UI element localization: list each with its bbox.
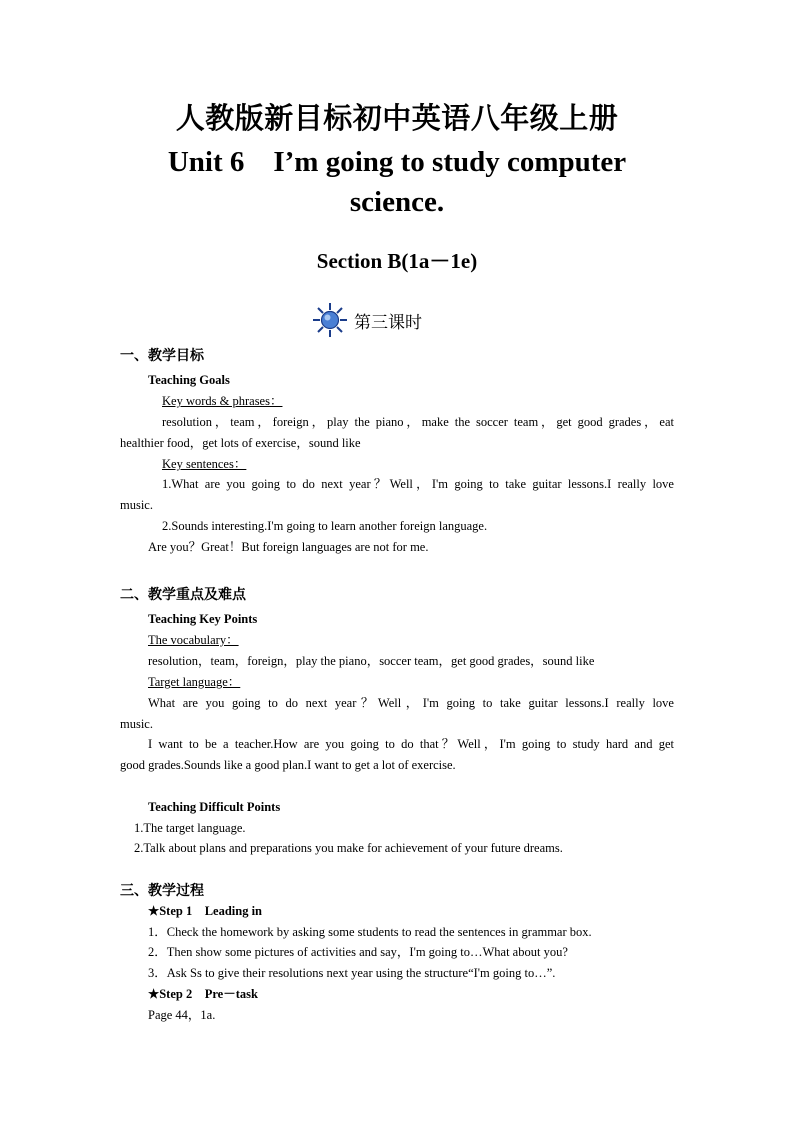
step-1-item-1: 1．Check the homework by asking some students to read the sentences in grammar box. <box>148 925 592 939</box>
target-language-2-line-1: I want to be a teacher.How are you going to do that？Well，I'm going to study hard and get <box>148 737 674 751</box>
step-1-item-3: 3．Ask Ss to give their resolutions next year using the structure“I'm going to…”. <box>148 966 556 980</box>
target-language-label: Target language： <box>148 675 241 689</box>
vocabulary-list: resolution，team，foreign，play the piano，soccer team，get good grades，sound like <box>148 654 595 668</box>
key-sentence-1-line-2: music. <box>120 498 153 512</box>
lesson-label: 第三课时 <box>354 312 422 333</box>
step-1-item-2: 2．Then show some pictures of activities and say，I'm going to…What about you? <box>148 945 568 959</box>
key-words-line-2: healthier food，get lots of exercise，sound like <box>120 436 361 450</box>
subheading-teaching-goals: Teaching Goals <box>148 373 230 387</box>
key-sentences-label: Key sentences： <box>162 457 247 471</box>
subheading-difficult-points: Teaching Difficult Points <box>148 800 281 814</box>
target-language-2-line-2: good grades.Sounds like a good plan.I want to get a lot of exercise. <box>120 758 456 772</box>
difficult-point-1: 1.The target language. <box>134 821 246 835</box>
key-words-line-1: resolution，team，foreign，play the piano，make the soccer team，get good grades，eat <box>162 415 674 429</box>
section-heading-process: 三、教学过程 <box>120 883 204 899</box>
section-heading-key-points: 二、教学重点及难点 <box>120 587 246 603</box>
section-title: Section B(1a－1e) <box>316 249 478 273</box>
step-1-heading: ★Step 1 Leading in <box>148 904 263 918</box>
target-language-1-line-1: What are you going to do next year？Well，I'm going to take guitar lessons.I really love <box>148 696 674 710</box>
unit-title-line-2: science. <box>349 186 445 218</box>
unit-title-line-1: Unit 6 I’m going to study computer <box>167 146 627 178</box>
subheading-key-points: Teaching Key Points <box>148 612 258 626</box>
key-sentence-1-line-1: 1.What are you going to do next year？Well，I'm going to take guitar lessons.I really love <box>162 477 674 491</box>
key-words-label: Key words & phrases： <box>162 394 283 408</box>
vocabulary-label: The vocabulary： <box>148 633 239 647</box>
page-reference: Page 44，1a. <box>148 1008 216 1022</box>
lesson-label-row <box>312 300 422 340</box>
document-title-chinese: 人教版新目标初中英语八年级上册 <box>175 101 619 135</box>
sun-icon <box>312 302 348 338</box>
difficult-point-2: 2.Talk about plans and preparations you make for achievement of your future dreams. <box>134 841 563 855</box>
step-2-heading: ★Step 2 Pre－task <box>148 987 258 1001</box>
key-sentence-2: 2.Sounds interesting.I'm going to learn another foreign language. <box>162 519 488 533</box>
target-language-1-line-2: music. <box>120 717 153 731</box>
key-sentence-3: Are you？Great！But foreign languages are not for me. <box>148 540 429 554</box>
section-heading-teaching-goals: 一、教学目标 <box>120 348 204 364</box>
